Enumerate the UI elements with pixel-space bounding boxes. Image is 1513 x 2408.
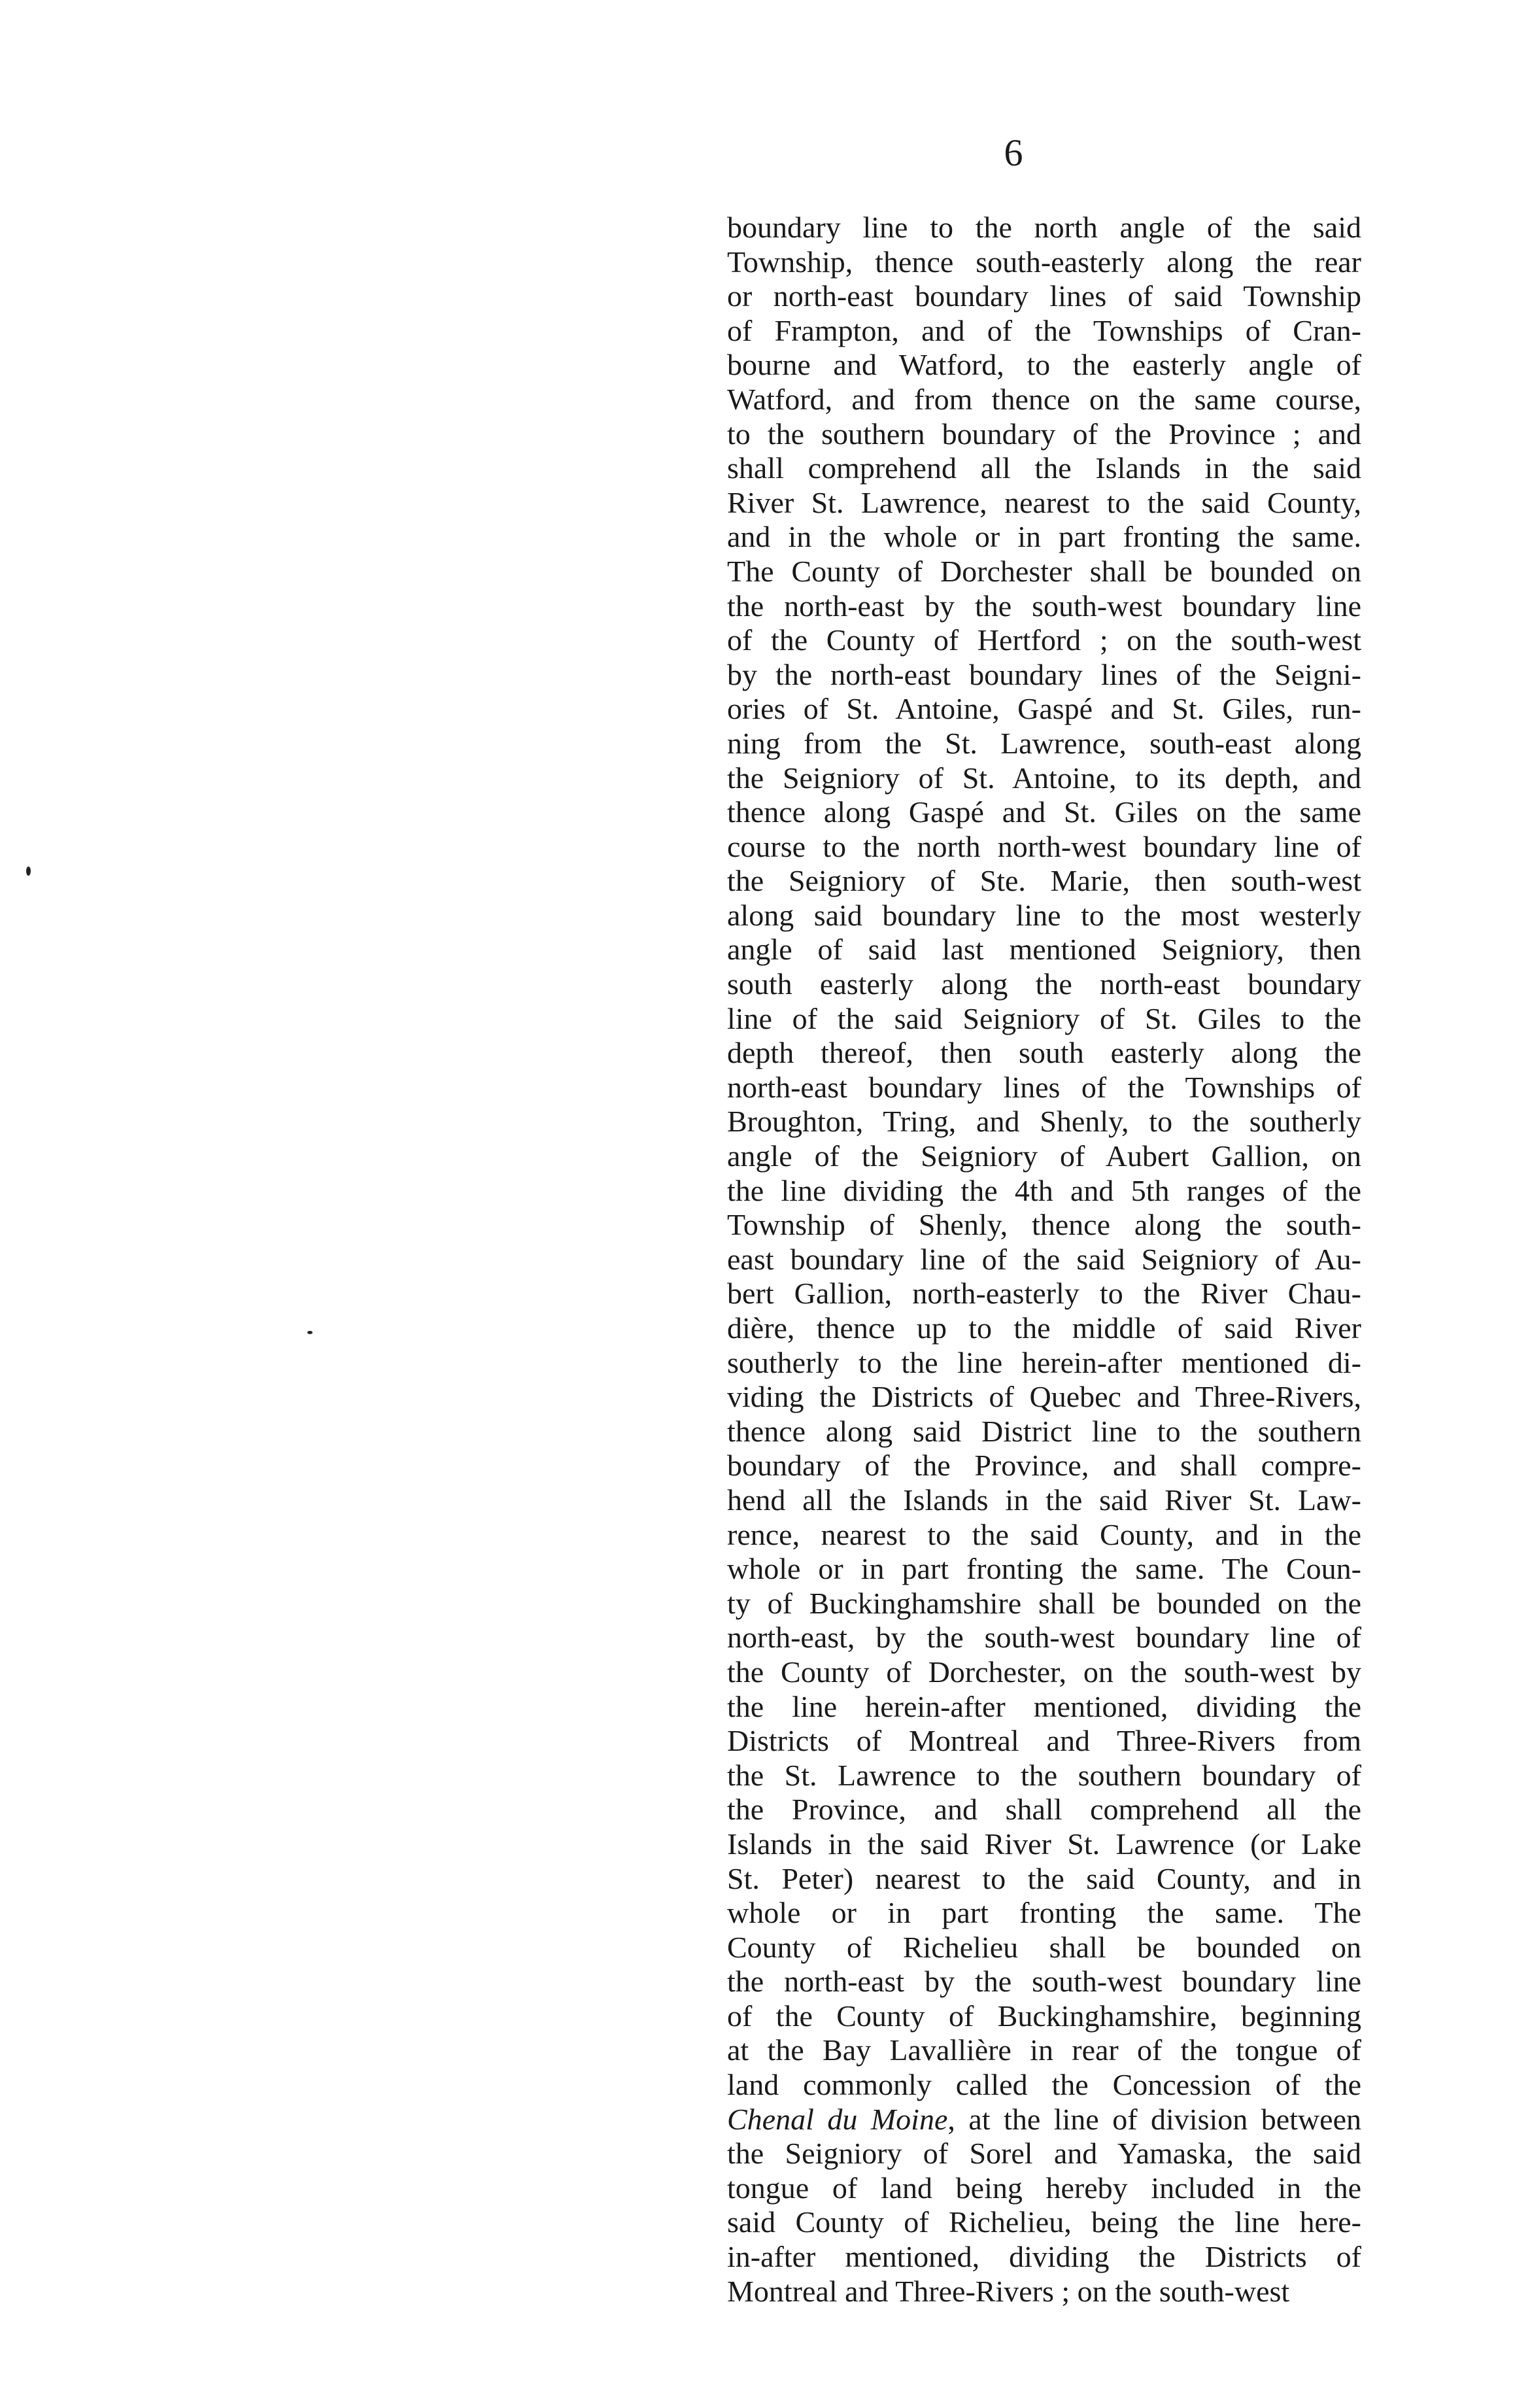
text-line: rence, nearest to the said County, and in the <box>727 1517 1361 1551</box>
text-line: St. Peter) nearest to the said County, and in <box>727 1861 1361 1895</box>
text-line: ty of Buckinghamshire shall be bounded on the <box>727 1586 1361 1620</box>
text-line: or north-east boundary lines of said Township <box>727 279 1361 313</box>
page-number: 6 <box>1004 131 1023 174</box>
text-line: of the County of Hertford ; on the south-west <box>727 623 1361 657</box>
text-line: north-east boundary lines of the Townships of <box>727 1070 1361 1104</box>
text-line: by the north-east boundary lines of the Seigni- <box>727 657 1361 691</box>
text-line: the north-east by the south-west boundary line <box>727 589 1361 623</box>
text-line: the Seigniory of Sorel and Yamaska, the said <box>727 2137 1361 2171</box>
text-line: of the County of Buckinghamshire, beginning <box>727 1999 1361 2033</box>
text-line: bourne and Watford, to the easterly angle of <box>727 348 1361 382</box>
text-line: the line dividing the 4th and 5th ranges of the <box>727 1173 1361 1207</box>
text-line: River St. Lawrence, nearest to the said County, <box>727 485 1361 519</box>
margin-mark <box>26 867 31 876</box>
text-line: hend all the Islands in the said River St. Law- <box>727 1483 1361 1517</box>
text-line: course to the north north-west boundary line of <box>727 829 1361 863</box>
text-line: whole or in part fronting the same. The <box>727 1896 1361 1930</box>
text-line: ning from the St. Lawrence, south-east along <box>727 726 1361 760</box>
text-line: thence along said District line to the southern <box>727 1414 1361 1448</box>
text-line: ories of St. Antoine, Gaspé and St. Giles, run- <box>727 692 1361 726</box>
text-line: Districts of Montreal and Three-Rivers from <box>727 1724 1361 1758</box>
text-line: Montreal and Three-Rivers ; on the south-west <box>727 2274 1290 2308</box>
text-line: the Province, and shall comprehend all the <box>727 1793 1361 1827</box>
text-column <box>727 211 1361 2309</box>
text-line: shall comprehend all the Islands in the said <box>727 451 1361 485</box>
text-line: to the southern boundary of the Province ; and <box>727 417 1361 451</box>
text-line: depth thereof, then south easterly along the <box>727 1036 1361 1070</box>
text-line: Islands in the said River St. Lawrence (or Lake <box>727 1827 1361 1861</box>
text-line: Broughton, Tring, and Shenly, to the southerly <box>727 1105 1361 1139</box>
text-line: angle of said last mentioned Seigniory, then <box>727 933 1361 967</box>
text-line: thence along Gaspé and St. Giles on the same <box>727 795 1361 829</box>
text-line: the line herein-after mentioned, dividing the <box>727 1689 1361 1723</box>
text-line: the Seigniory of Ste. Marie, then south-west <box>727 864 1361 898</box>
text-line: along said boundary line to the most westerly <box>727 898 1361 932</box>
text-line: in-after mentioned, dividing the Districts of <box>727 2240 1361 2274</box>
text-line: the County of Dorchester, on the south-west by <box>727 1655 1361 1689</box>
text-line: bert Gallion, north-easterly to the River Chau- <box>727 1277 1361 1311</box>
text-line: and in the whole or in part fronting the same. <box>727 520 1361 554</box>
text-line: of Frampton, and of the Townships of Cran- <box>727 313 1361 347</box>
text-line: land commonly called the Concession of the <box>727 2068 1361 2102</box>
margin-mark <box>307 1331 313 1334</box>
text-line: tongue of land being hereby included in the <box>727 2171 1361 2205</box>
text-line: the St. Lawrence to the southern boundary of <box>727 1758 1361 1792</box>
text-line: whole or in part fronting the same. The Coun- <box>727 1552 1361 1586</box>
text-line: viding the Districts of Quebec and Three-Rivers, <box>727 1380 1361 1414</box>
text-line: the north-east by the south-west boundary line <box>727 1965 1361 1999</box>
text-line: County of Richelieu shall be bounded on <box>727 1930 1361 1964</box>
text-line: the Seigniory of St. Antoine, to its depth, and <box>727 761 1361 795</box>
text-line: dière, thence up to the middle of said River <box>727 1311 1361 1345</box>
text-line: east boundary line of the said Seigniory of Au- <box>727 1242 1361 1276</box>
text-line: said County of Richelieu, being the line here- <box>727 2205 1361 2239</box>
text-line: boundary of the Province, and shall compre- <box>727 1449 1361 1483</box>
text-line: Chenal du Moine, at the line of division between <box>727 2102 1361 2136</box>
text-line: at the Bay Lavallière in rear of the tongue of <box>727 2033 1361 2067</box>
text-line: Watford, and from thence on the same course, <box>727 382 1361 416</box>
italic-phrase: Chenal du Moine <box>727 2102 948 2136</box>
text-line: north-east, by the south-west boundary line of <box>727 1621 1361 1655</box>
text-line: line of the said Seigniory of St. Giles to the <box>727 1001 1361 1035</box>
text-line: boundary line to the north angle of the said <box>727 211 1361 244</box>
text-line: Township, thence south-easterly along the rear <box>727 245 1361 279</box>
text-line: The County of Dorchester shall be bounded on <box>727 554 1361 588</box>
text-line: Township of Shenly, thence along the south- <box>727 1208 1361 1242</box>
text-line: southerly to the line herein-after mentioned di- <box>727 1345 1361 1379</box>
text-line: south easterly along the north-east boundary <box>727 967 1361 1001</box>
text-line: angle of the Seigniory of Aubert Gallion, on <box>727 1139 1361 1173</box>
